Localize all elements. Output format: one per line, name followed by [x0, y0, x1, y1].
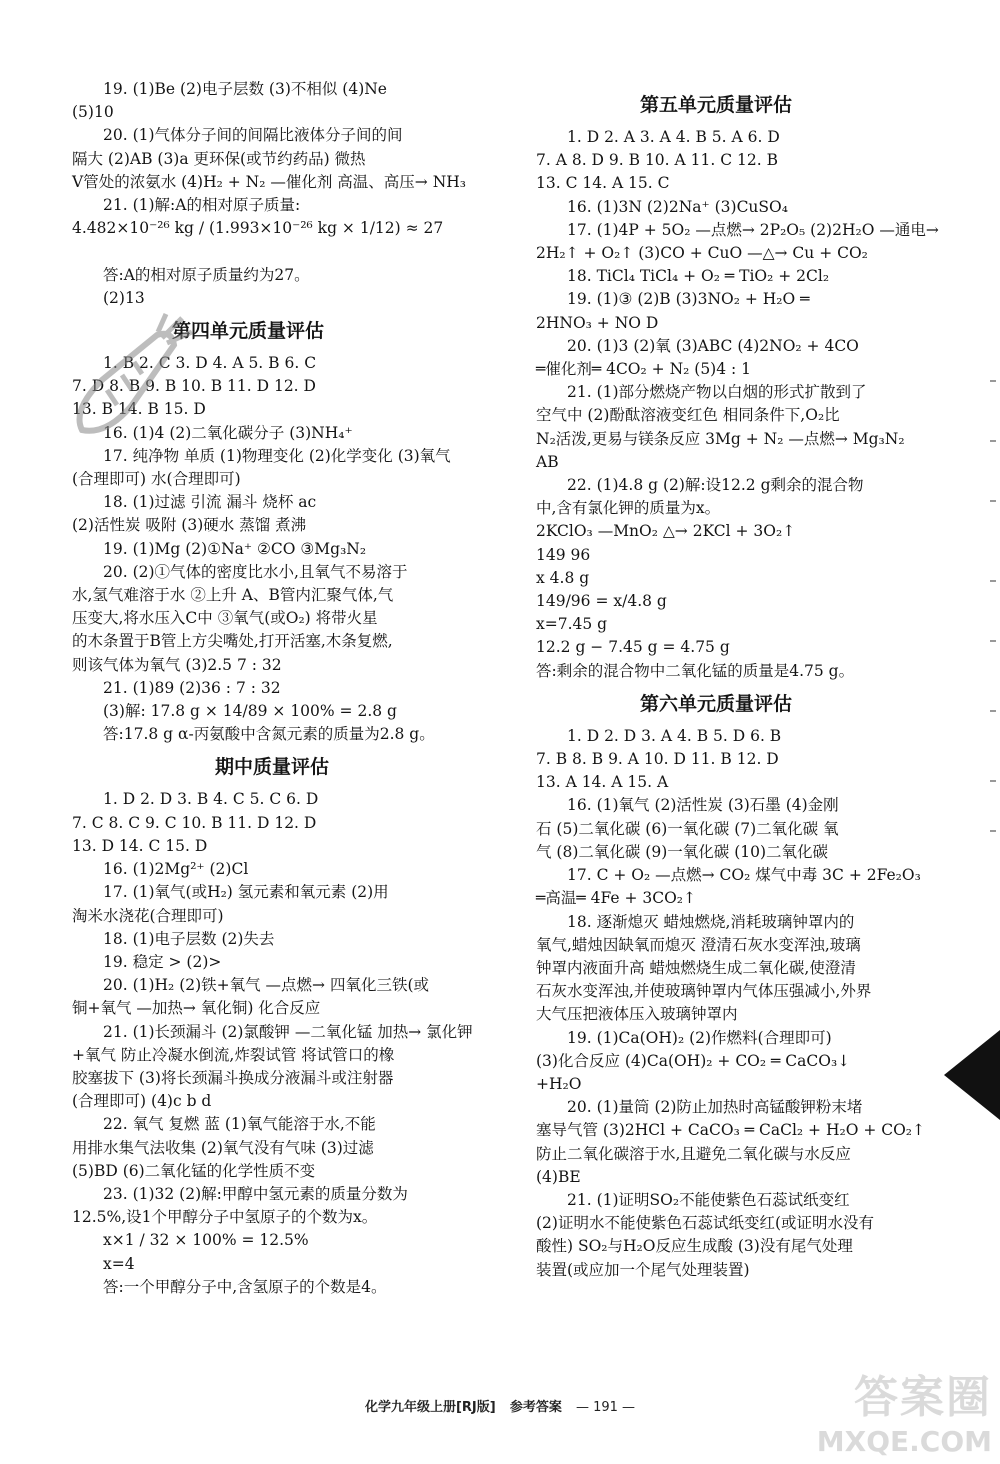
answer-line: 装置(或应加一个尾气处理装置)	[536, 1260, 750, 1279]
answer-line: 气 (8)二氧化碳 (9)一氧化碳 (10)二氧化碳	[536, 842, 829, 861]
answer-line: (3)解: 17.8 g × 14/89 × 100% = 2.8 g	[103, 702, 397, 721]
answer-line: ═高温═ 4Fe + 3CO₂↑	[536, 889, 697, 908]
answer-line: 20. (1)H₂ (2)铁+氧气 —点燃→ 四氧化三铁(或	[103, 976, 430, 995]
answer-line: 16. (1)氧气 (2)活性炭 (3)石墨 (4)金刚	[567, 796, 839, 815]
answer-line: 1. D 2. A 3. A 4. B 5. A 6. D	[567, 128, 780, 146]
answer-line: N₂活泼,更易与镁条反应 3Mg + N₂ —点燃→ Mg₃N₂	[536, 429, 905, 448]
page-number: — 191 —	[575, 1400, 636, 1415]
answer-line: 7. A 8. D 9. B 10. A 11. C 12. B	[536, 151, 778, 170]
answer-line: 22. 氧气 复燃 蓝 (1)氧气能溶于水,不能	[103, 1115, 376, 1134]
left-column	[72, 78, 472, 1299]
answer-line: +氧气 防止冷凝水倒流,炸裂试管 将试管口的橡	[72, 1045, 395, 1064]
answer-line: 19. 稳定 > (2)>	[103, 952, 222, 971]
answer-line: 19. (1)③ (2)B (3)3NO₂ + H₂O ═	[567, 290, 810, 309]
answer-line: 2H₂↑ + O₂↑ (3)CO + CuO —△→ Cu + CO₂	[536, 244, 868, 263]
answer-line: (4)BE	[536, 1167, 581, 1186]
answer-line: 用排水集气法收集 (2)氧气没有气味 (3)过滤	[72, 1138, 374, 1157]
answer-line: 18. (1)电子层数 (2)失去	[103, 929, 275, 948]
unit5-answers	[536, 126, 939, 683]
page-edge-marks	[984, 380, 996, 840]
answer-line: 压变大,将水压入C中 ③氧气(或O₂) 将带火星	[72, 609, 378, 628]
footer-book-title: 化学九年级上册[RJ版]	[364, 1400, 496, 1415]
page-turn-arrow-icon	[944, 1030, 1000, 1120]
answer-line: 7. B 8. B 9. A 10. D 11. B 12. D	[536, 750, 779, 769]
answer-line: 13. C 14. A 15. C	[536, 174, 670, 193]
answer-line: 19. (1)Mg (2)①Na⁺ ②CO ③Mg₃N₂	[103, 539, 367, 558]
right-column	[536, 92, 939, 1282]
answer-line: x 4.8 g	[536, 568, 590, 587]
answer-line: (5)BD (6)二氧化锰的化学性质不变	[72, 1161, 316, 1180]
carrot-watermark-icon	[62, 310, 212, 460]
heading-unit6: 第六单元质量评估	[639, 692, 792, 715]
answer-line: (3)化合反应 (4)Ca(OH)₂ + CO₂ ═ CaCO₃↓	[536, 1051, 851, 1070]
answer-line: 的木条置于B管上方尖嘴处,打开活塞,木条复燃,	[72, 632, 393, 651]
footer-section: 参考答案	[509, 1400, 562, 1415]
answer-line: 13. A 14. A 15. A	[536, 773, 669, 792]
answer-line: 1. B 2. C 3. D 4. A 5. B 6. C	[103, 354, 317, 373]
answer-line: 答:A的相对原子质量约为27。	[103, 265, 310, 284]
answer-line: 12.5%,设1个甲醇分子中氢原子的个数为x。	[72, 1208, 378, 1227]
midterm-answers	[72, 788, 472, 1298]
answer-line: 16. (1)4 (2)二氧化碳分子 (3)NH₄⁺	[103, 423, 353, 442]
answer-line: 7. C 8. C 9. C 10. B 11. D 12. D	[72, 813, 317, 832]
answer-line: 13. B 14. B 15. D	[72, 400, 206, 419]
answer-line: 7. D 8. B 9. B 10. B 11. D 12. D	[72, 377, 316, 396]
watermark-logo: 答案圈	[854, 1372, 992, 1423]
answer-line: 中,含有氯化钾的质量为x。	[536, 499, 721, 518]
answer-line: 胶塞拔下 (3)将长颈漏斗换成分液漏斗或注射器	[72, 1068, 394, 1087]
answer-line: 149/96 = x/4.8 g	[536, 592, 667, 611]
answer-line: 18. (1)过滤 引流 漏斗 烧杯 ac	[103, 493, 317, 512]
answer-line: 石灰水变浑浊,并使玻璃钟罩内气体压强减小,外界	[536, 982, 872, 1001]
answer-line: x×1 / 32 × 100% = 12.5%	[103, 1231, 309, 1250]
answer-line: ═催化剂═ 4CO₂ + N₂ (5)4 : 1	[536, 360, 752, 379]
answer-line: x=4	[103, 1254, 135, 1273]
answer-line: 149 96	[536, 545, 591, 564]
answer-line: 21. (1)89 (2)36 : 7 : 32	[103, 678, 281, 697]
answer-line: (合理即可) (4)c b d	[72, 1092, 212, 1111]
answer-line: 1. D 2. D 3. B 4. C 5. C 6. D	[103, 790, 319, 809]
answer-line: 23. (1)32 (2)解:甲醇中氢元素的质量分数为	[103, 1184, 408, 1203]
answer-line: 则该气体为氧气 (3)2.5 7 : 32	[72, 655, 282, 674]
heading-unit5: 第五单元质量评估	[639, 94, 792, 116]
answer-line: 16. (1)3N (2)2Na⁺ (3)CuSO₄	[567, 197, 788, 216]
answer-line: AB	[536, 452, 559, 471]
answer-line: 铜+氧气 —加热→ 氧化铜) 化合反应	[72, 999, 321, 1018]
answer-line: 答:一个甲醇分子中,含氢原子的个数是4。	[103, 1277, 387, 1296]
answer-line: 20. (1)气体分子间的间隔比液体分子间的间	[103, 126, 403, 145]
answer-line: 21. (1)证明SO₂不能使紫色石蕊试纸变红	[567, 1190, 850, 1209]
heading-midterm: 期中质量评估	[214, 756, 329, 779]
answer-line: 18. TiCl₄ TiCl₄ + O₂ ═ TiO₂ + 2Cl₂	[567, 267, 830, 286]
answer-line: 水,氢气难溶于水 ②上升 A、B管内汇聚气体,气	[72, 586, 394, 605]
answer-line: +H₂O	[536, 1074, 582, 1093]
answer-line: 20. (2)①气体的密度比水小,且氧气不易溶于	[103, 562, 408, 581]
answer-line: 17. (1)氧气(或H₂) 氢元素和氧元素 (2)用	[103, 883, 389, 902]
answer-line: 16. (1)2Mg²⁺ (2)Cl	[103, 860, 249, 879]
answer-line: 防止二氧化碳溶于水,且避免二氧化碳与水反应	[536, 1144, 851, 1163]
answer-line: 2HNO₃ + NO D	[536, 313, 659, 332]
answer-line: 淘米水浇花(合理即可)	[72, 906, 224, 925]
answer-line: (2)证明水不能使紫色石蕊试纸变红(或证明水没有	[536, 1214, 875, 1233]
answer-line: 17. 纯净物 单质 (1)物理变化 (2)化学变化 (3)氧气	[103, 446, 451, 465]
watermark-url: MXQE.COM	[816, 1425, 992, 1458]
left-intro-lines	[72, 78, 472, 310]
answer-line: 21. (1)长颈漏斗 (2)氯酸钾 —二氧化锰 加热→ 氯化钾	[103, 1022, 473, 1041]
answer-line: 19. (1)Be (2)电子层数 (3)不相似 (4)Ne	[103, 80, 387, 98]
answer-line: 18. 逐渐熄灭 蜡烛燃烧,消耗玻璃钟罩内的	[567, 912, 855, 931]
answer-line: 钟罩内液面升高 蜡烛燃烧生成二氧化碳,使澄清	[536, 958, 856, 977]
answer-line: 17. C + O₂ —点燃→ CO₂ 煤气中毒 3C + 2Fe₂O₃	[567, 866, 921, 885]
answer-line: (2)13	[103, 288, 145, 307]
answer-line: 21. (1)部分燃烧产物以白烟的形式扩散到了	[567, 383, 867, 402]
answer-line: V管处的浓氨水 (4)H₂ + N₂ —催化剂 高温、高压→ NH₃	[72, 172, 466, 191]
heading-unit4: 第四单元质量评估	[172, 320, 325, 343]
answer-line: 氧气,蜡烛因缺氧而熄灭 澄清石灰水变浑浊,玻璃	[536, 935, 861, 954]
answer-line: x=7.45 g	[536, 615, 608, 634]
answer-line: 答:17.8 g α-丙氨酸中含氮元素的质量为2.8 g。	[103, 725, 435, 744]
answer-line: 22. (1)4.8 g (2)解:设12.2 g剩余的混合物	[567, 476, 864, 495]
answer-line: 20. (1)量筒 (2)防止加热时高锰酸钾粉末堵	[567, 1098, 863, 1117]
answer-line: 2KClO₃ —MnO₂ △→ 2KCl + 3O₂↑	[536, 522, 796, 541]
answer-line	[72, 240, 472, 263]
answer-line: 1. D 2. D 3. A 4. B 5. D 6. B	[567, 726, 782, 745]
unit6-answers	[536, 725, 926, 1282]
answer-line: 21. (1)解:A的相对原子质量:	[103, 196, 301, 215]
answer-line: (合理即可) 水(合理即可)	[72, 470, 241, 489]
answer-line: 12.2 g − 7.45 g = 4.75 g	[536, 638, 730, 657]
answer-line: 20. (1)3 (2)氧 (3)ABC (4)2NO₂ + 4CO	[567, 336, 859, 355]
answer-line: (5)10	[72, 103, 114, 122]
answer-line: 塞导气管 (3)2HCl + CaCO₃ ═ CaCl₂ + H₂O + CO₂↑	[536, 1121, 926, 1140]
answer-line: 答:剩余的混合物中二氧化锰的质量是4.75 g。	[536, 661, 855, 680]
answer-line: 17. (1)4P + 5O₂ —点燃→ 2P₂O₅ (2)2H₂O —通电→	[567, 220, 939, 239]
answer-line: 石 (5)二氧化碳 (6)一氧化碳 (7)二氧化碳 氧	[536, 819, 839, 838]
answer-line: 隔大 (2)AB (3)a 更环保(或节约药品) 微热	[72, 149, 366, 168]
answer-line: 酸性) SO₂与H₂O反应生成酸 (3)没有尾气处理	[536, 1237, 853, 1256]
answer-line: (2)活性炭 吸附 (3)硬水 蒸馏 煮沸	[72, 516, 307, 535]
site-watermark	[817, 1361, 992, 1458]
answer-line: 4.482×10⁻²⁶ kg / (1.993×10⁻²⁶ kg × 1/12) ≈ 27	[72, 219, 444, 238]
answer-line: 空气中 (2)酚酞溶液变红色 相同条件下,O₂比	[536, 406, 840, 425]
answer-line: 13. D 14. C 15. D	[72, 836, 208, 855]
answer-line: 大气压把液体压入玻璃钟罩内	[536, 1005, 738, 1024]
answer-line: 19. (1)Ca(OH)₂ (2)作燃料(合理即可)	[567, 1028, 832, 1047]
